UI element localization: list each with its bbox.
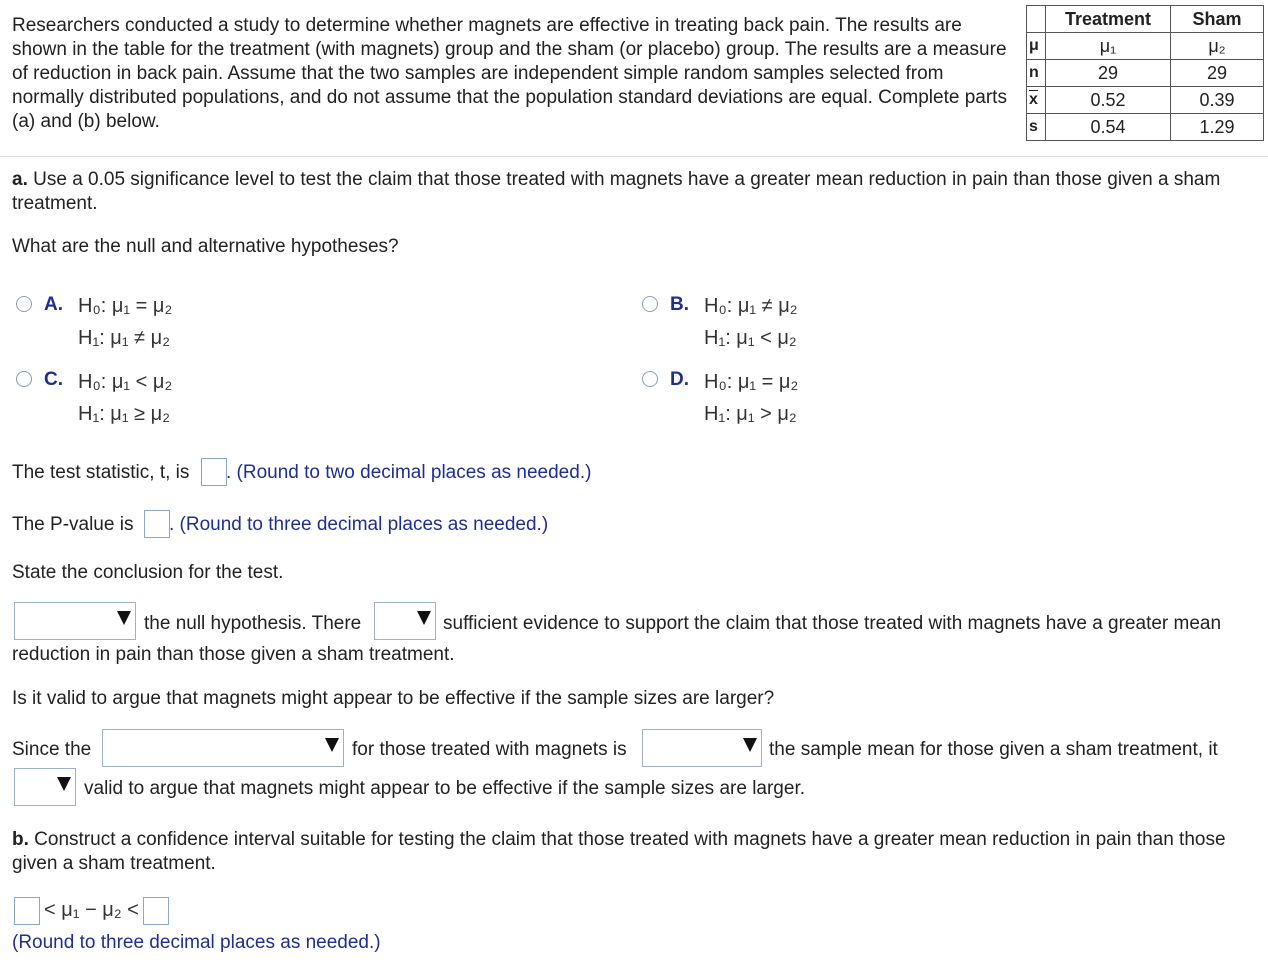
part-b-prompt (12, 828, 1262, 876)
option-a-radio[interactable] (16, 296, 32, 312)
ci-hint: (Round to three decimal places as needed.) (12, 932, 381, 953)
chevron-down-icon (57, 777, 71, 791)
test-stat-prefix: The test statistic, t, is (12, 462, 190, 483)
conclusion-mid: the null hypothesis. There (144, 613, 362, 634)
cell-sham-s: 1.29 (1171, 114, 1264, 141)
problem-intro: Researchers conducted a study to determine whether magnets are effective in treating back pain. The results are shown in the table for the treatment (with magnets) group and the sham (or placebo) group. The results are a measure of reduction in back pain. Assume that the two samples are independent simple random samples selected from normally distributed populations, and do not assume that the population standard deviations are equal. Complete parts (a) and (b) below. (12, 15, 1007, 132)
conclusion-end: sufficient evidence to support the claim that those treated with magnets have a greater mean (443, 613, 1222, 634)
ci-interval-expression: < μ₁ − μ₂ < (44, 899, 139, 921)
cell-sham-xbar: 0.39 (1171, 87, 1264, 114)
option-b-h1: H₁: μ₁ < μ₂ (704, 327, 797, 349)
option-c-hypotheses[interactable] (78, 366, 172, 430)
table-row (1027, 33, 1264, 60)
option-a-letter[interactable]: A. (44, 294, 63, 315)
evidence-dropdown[interactable] (374, 602, 436, 640)
row-label-n: n (1027, 60, 1046, 87)
option-a-hypotheses[interactable] (78, 290, 172, 354)
valid-dropdown[interactable] (14, 768, 76, 806)
option-d-hypotheses[interactable] (704, 366, 798, 430)
cell-treatment-mu: μ₁ (1046, 33, 1171, 60)
chevron-down-icon (743, 738, 757, 752)
table-row (1027, 114, 1264, 141)
option-c-h0: H₀: μ₁ < μ₂ (78, 371, 173, 393)
part-a-label: a. (12, 169, 28, 190)
option-c-h1: H₁: μ₁ ≥ μ₂ (78, 403, 170, 425)
option-a-h0: H₀: μ₁ = μ₂ (78, 295, 173, 317)
data-table (1026, 5, 1264, 141)
sample-mean-sham-text: the sample mean for those given a sham treatment, it (769, 739, 1218, 760)
table-row (1027, 87, 1264, 114)
chevron-down-icon (417, 611, 431, 625)
cell-treatment-s: 0.54 (1046, 114, 1171, 141)
pvalue-input[interactable] (144, 510, 170, 538)
row-label-mu: μ (1027, 33, 1046, 60)
table-header-row (1027, 6, 1264, 33)
table-row (1027, 60, 1264, 87)
test-stat-input[interactable] (201, 458, 227, 486)
statistic-dropdown[interactable] (102, 729, 344, 767)
conclusion-end-2: reduction in pain than those given a sham treatment. (12, 644, 455, 665)
pvalue-prefix: The P-value is (12, 514, 134, 535)
option-d-letter[interactable]: D. (670, 369, 689, 390)
option-b-hypotheses[interactable] (704, 290, 798, 354)
test-stat-hint: . (Round to two decimal places as needed.) (226, 462, 592, 483)
option-b-h0: H₀: μ₁ ≠ μ₂ (704, 295, 798, 317)
part-b-label: b. (12, 829, 29, 850)
for-treated-text: for those treated with magnets is (352, 739, 627, 760)
valid-question: Is it valid to argue that magnets might appear to be effective if the sample sizes are larger? (12, 688, 775, 709)
conclusion-prompt: State the conclusion for the test. (12, 562, 284, 583)
cell-treatment-xbar: 0.52 (1046, 87, 1171, 114)
option-b-radio[interactable] (642, 296, 658, 312)
option-c-letter[interactable]: C. (44, 369, 63, 390)
part-a-prompt (12, 168, 1262, 216)
pvalue-hint: . (Round to three decimal places as needed.) (169, 514, 549, 535)
option-a-h1: H₁: μ₁ ≠ μ₂ (78, 327, 170, 349)
cell-treatment-n: 29 (1046, 60, 1171, 87)
row-label-s: s (1027, 114, 1046, 141)
hypotheses-question: What are the null and alternative hypotheses? (12, 236, 399, 257)
header-sham: Sham (1171, 6, 1264, 33)
header-treatment: Treatment (1046, 6, 1171, 33)
comparison-dropdown[interactable] (642, 729, 762, 767)
part-a-text: Use a 0.05 significance level to test the claim that those treated with magnets have a greater mean reduction in pain than those given a sham treatment. (12, 169, 1221, 214)
since-the-text: Since the (12, 739, 92, 760)
valid-tail-text: valid to argue that magnets might appear to be effective if the sample sizes are larger. (84, 778, 805, 799)
chevron-down-icon (325, 738, 339, 752)
cell-sham-mu: μ₂ (1171, 33, 1264, 60)
option-c-radio[interactable] (16, 371, 32, 387)
chevron-down-icon (117, 611, 131, 625)
option-d-h1: H₁: μ₁ > μ₂ (704, 403, 797, 425)
cell-sham-n: 29 (1171, 60, 1264, 87)
divider (0, 156, 1268, 157)
option-d-h0: H₀: μ₁ = μ₂ (704, 371, 799, 393)
table-corner (1027, 6, 1046, 33)
part-b-text: Construct a confidence interval suitable for testing the claim that those treated with magnets have a greater mean reduction in pain than those given a sham treatment. (12, 829, 1226, 874)
ci-upper-input[interactable] (143, 897, 169, 925)
ci-lower-input[interactable] (14, 897, 40, 925)
option-d-radio[interactable] (642, 371, 658, 387)
reject-decision-dropdown[interactable] (14, 602, 136, 640)
row-label-xbar: $\overline{x}$ (1027, 87, 1046, 114)
option-b-letter[interactable]: B. (670, 294, 689, 315)
